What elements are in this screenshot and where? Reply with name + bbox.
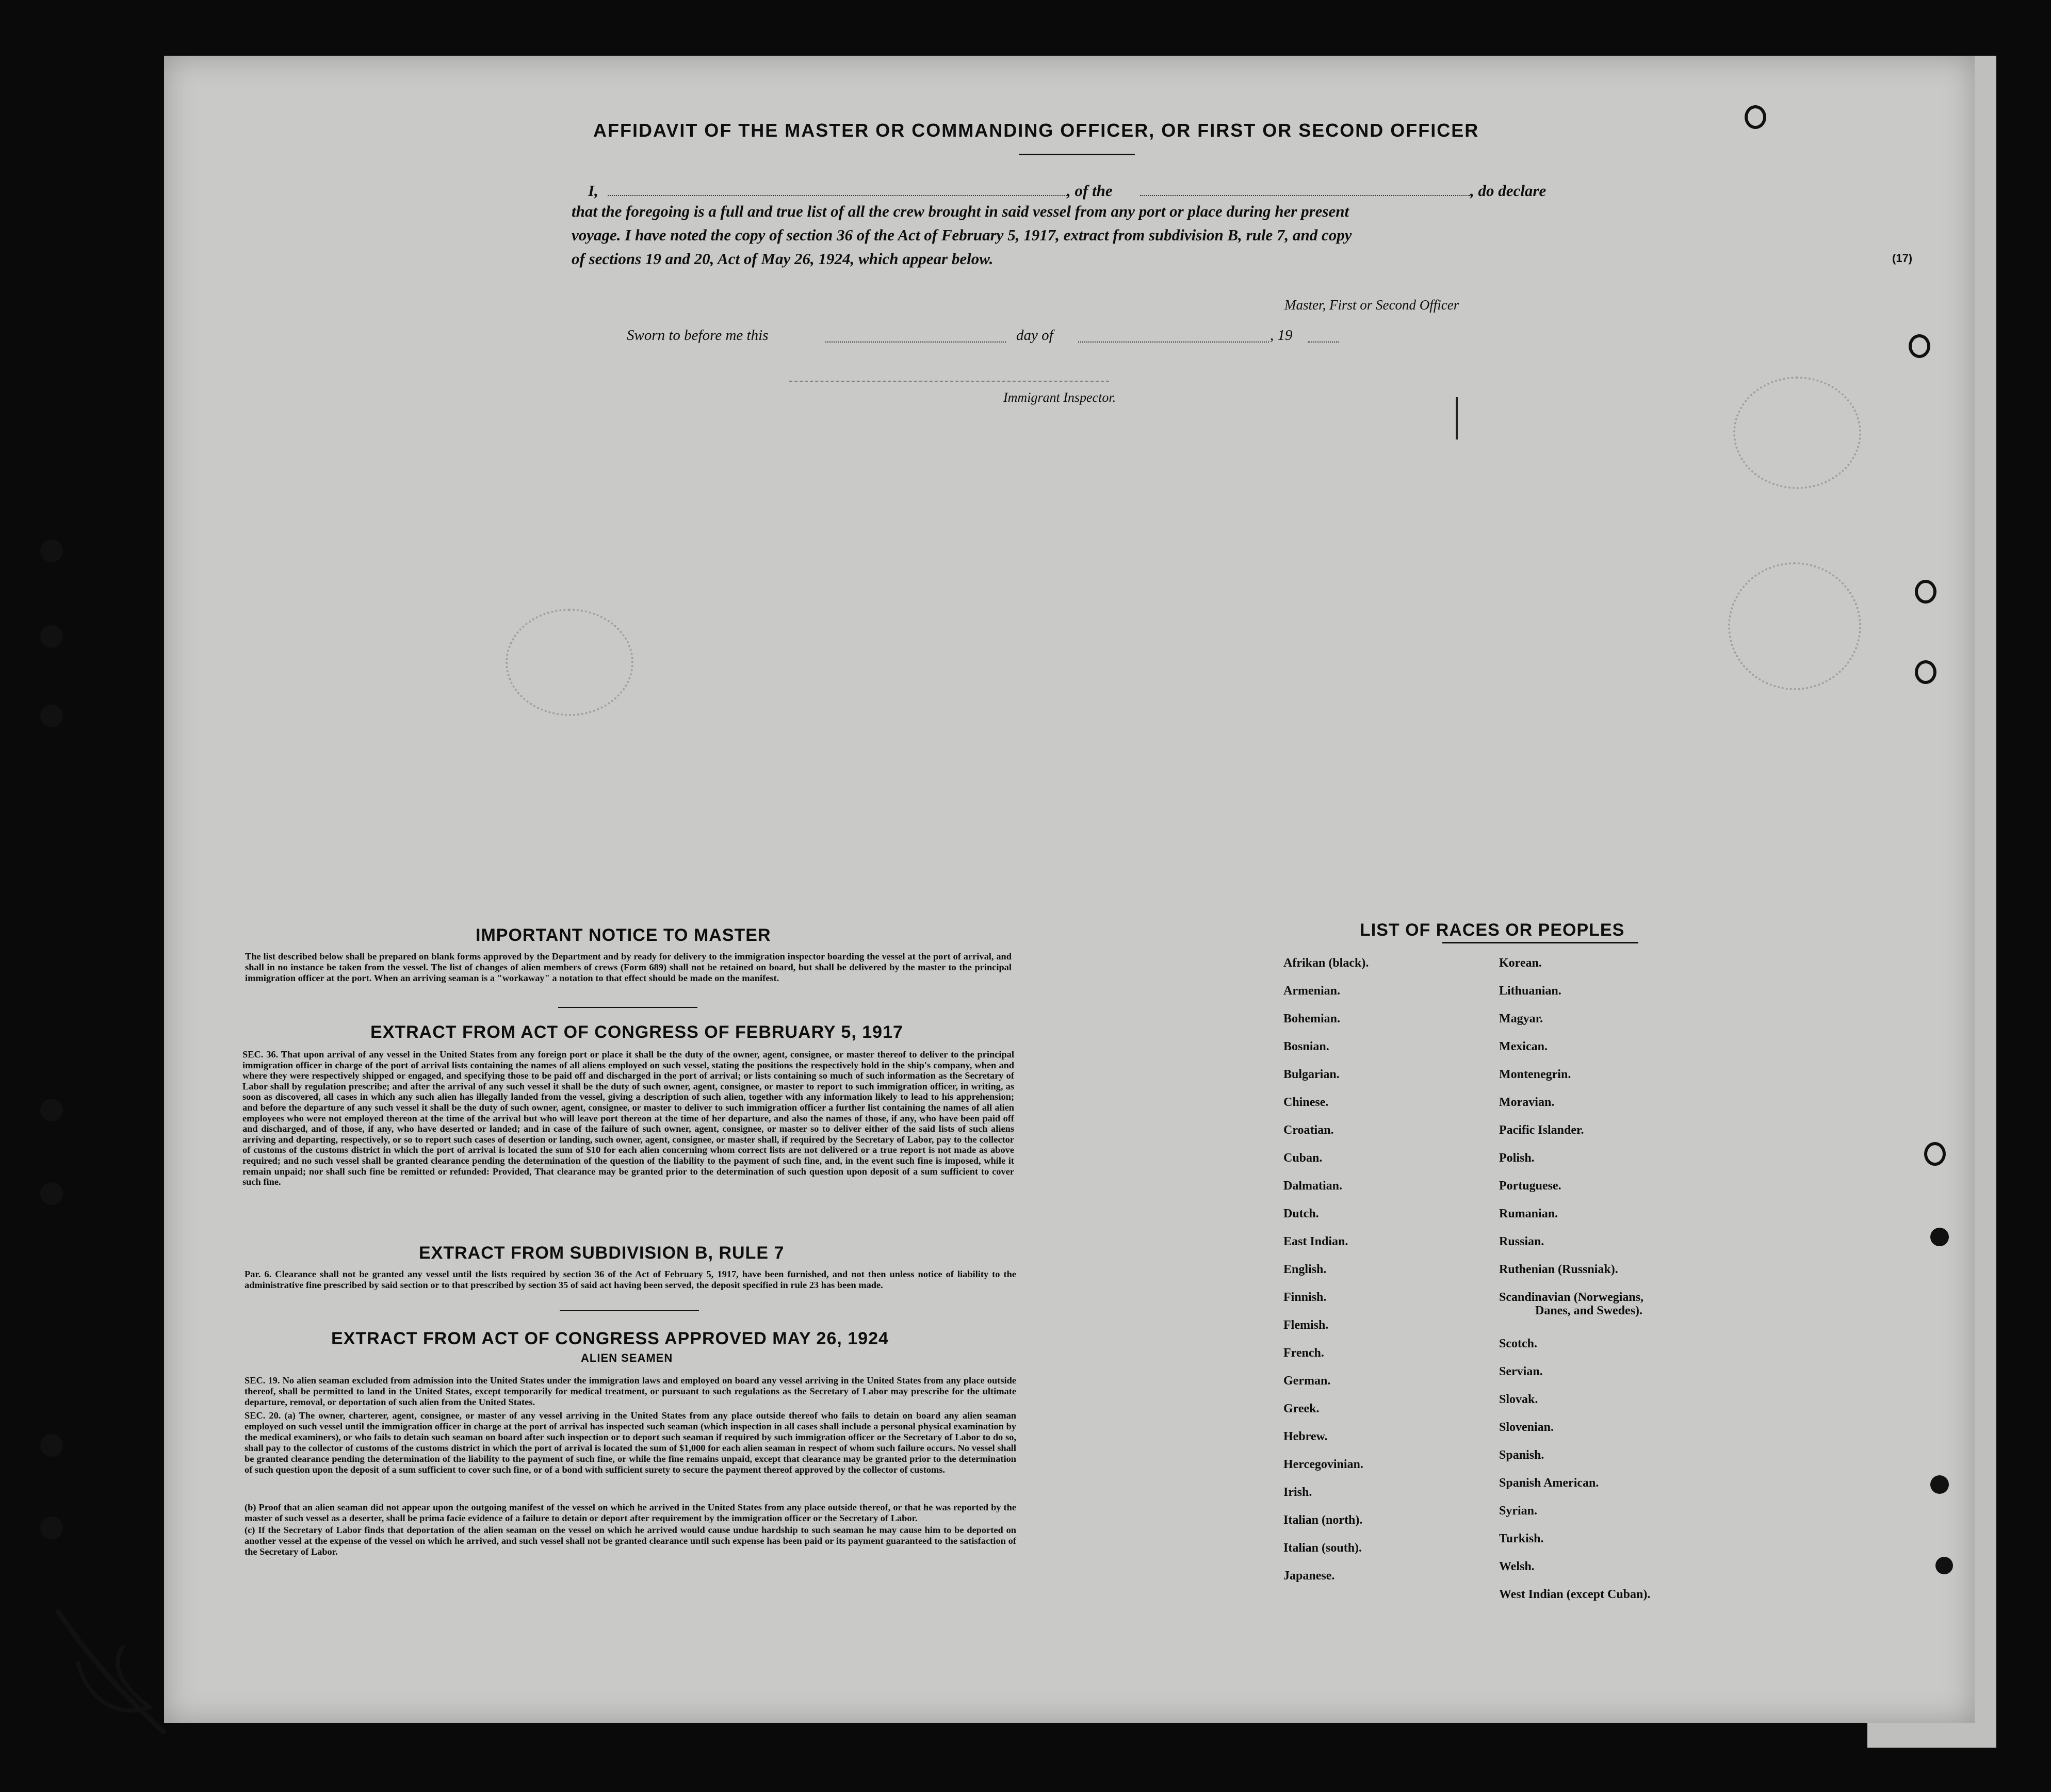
race-item: Slovak. (1499, 1393, 1538, 1406)
binder-hole (40, 1099, 63, 1121)
race-item: Italian (north). (1283, 1513, 1363, 1527)
sec-19-text: SEC. 19. No alien seaman excluded from admission into the United States under the immigration laws and employed on board any vessel arriving in the United States from any place outside thereof, shall be permitted to land in the United States, except temporarily for medical treatment, or pursuant to such regulations as the Secretary of Labor may prescribe for the ultimate departure, removal, or deportation of such alien from the United States. (245, 1375, 1016, 1407)
race-item: Korean. (1499, 956, 1542, 970)
ring-hole (1745, 105, 1766, 129)
race-item: Italian (south). (1283, 1541, 1362, 1555)
race-item: Turkish. (1499, 1532, 1544, 1545)
sworn-day-line (825, 341, 1006, 343)
binder-hole (1935, 1557, 1953, 1574)
year-line (1308, 341, 1339, 343)
affidavit-line-3: voyage. I have noted the copy of section 36 of the Act of February 5, 1917, extract from subdivision B, rule 7, and copy (572, 226, 1352, 244)
race-item: Irish. (1283, 1486, 1312, 1499)
race-item: Bulgarian. (1283, 1068, 1340, 1081)
race-item: Mexican. (1499, 1040, 1548, 1053)
notice-heading: IMPORTANT NOTICE TO MASTER (476, 925, 771, 945)
affidavit-of-the: , of the (1067, 182, 1113, 200)
affidavit-line-4: of sections 19 and 20, Act of May 26, 1924, which appear below. (572, 250, 994, 268)
year-text: , 19 (1270, 327, 1293, 344)
race-item: Cuban. (1283, 1151, 1323, 1165)
race-item: Bosnian. (1283, 1040, 1329, 1053)
inspector-label: Immigrant Inspector. (1003, 390, 1116, 405)
race-item: Rumanian. (1499, 1207, 1558, 1220)
faint-stamp (1733, 377, 1861, 489)
race-item: Pacific Islander. (1499, 1123, 1584, 1137)
race-item: Flemish. (1283, 1318, 1329, 1332)
ring-hole (1909, 334, 1930, 358)
ring-hole (1924, 1142, 1946, 1166)
sec-20c-text: (c) If the Secretary of Labor finds that deportation of the alien seaman on the vessel on which he arrived would cause undue hardship to such seaman he may cause him to be deported on another vessel at the expense of the vessel on which he arrived, and such vessel shall not be granted clearance until such expense has been paid or its payment guaranteed to the satisfaction of the Secretary of Labor. (245, 1525, 1016, 1557)
race-item: Syrian. (1499, 1504, 1538, 1518)
race-item: English. (1283, 1263, 1327, 1276)
binder-hole (40, 625, 63, 648)
sworn-month-line (1078, 341, 1269, 343)
race-item: West Indian (except Cuban). (1499, 1588, 1651, 1601)
sec-20a-text: SEC. 20. (a) The owner, charterer, agent, consignee, or master of any vessel arriving in the United States from any place outside thereof who fails to detain on board any alien seaman employed on such vessel until the immigration officer in charge at the port of arrival has inspected such seaman (which inspection in all cases shall include a personal physical examination by the medical examiners), or who fails to detain such seaman on board after such inspection or to deport such seaman if required by such immigration officer or the Secretary of Labor to do so, shall pay to the collector of customs of the customs district in which the port of arrival is located the sum of $1,000 for each alien seaman in respect of whom such failure occurs. No vessel shall be granted clearance pending the determination of the liability to the payment of such fine, or while the fine remains unpaid, except that clearance may be granted prior to the determination of such question upon the deposit of a sum sufficient to cover such fine, or of a bond with sufficient surety to secure the payment thereof approved by the collector of customs. (245, 1410, 1016, 1475)
title-rule (1019, 154, 1135, 155)
affidavit-title: AFFIDAVIT OF THE MASTER OR COMMANDING OFFICER, OR FIRST OR SECOND OFFICER (593, 120, 1479, 141)
race-item: Portuguese. (1499, 1179, 1561, 1193)
race-item: Magyar. (1499, 1012, 1543, 1025)
race-item: Spanish. (1499, 1448, 1544, 1462)
binder-hole (1930, 1475, 1949, 1494)
race-item: French. (1283, 1346, 1324, 1360)
section-rule (560, 1310, 699, 1311)
race-item: Scandinavian (Norwegians, (1499, 1291, 1644, 1304)
race-item: Dalmatian. (1283, 1179, 1342, 1193)
binder-hole (40, 705, 63, 727)
race-item: Montenegrin. (1499, 1068, 1571, 1081)
binder-hole (1930, 1228, 1949, 1246)
race-item: Afrikan (black). (1283, 956, 1369, 970)
inspector-signature-line (789, 381, 1109, 382)
vessel-line (1140, 195, 1470, 196)
subdivision-b-heading: EXTRACT FROM SUBDIVISION B, RULE 7 (419, 1243, 785, 1263)
race-item: Croatian. (1283, 1123, 1334, 1137)
race-item: Dutch. (1283, 1207, 1319, 1220)
extract-1924-heading: EXTRACT FROM ACT OF CONGRESS APPROVED MAY 26, 1924 (331, 1329, 889, 1348)
notice-text: The list described below shall be prepared on blank forms approved by the Department and by ready for delivery to the immigration inspector boarding the vessel at the port of arrival, and shall in no instance be taken from the vessel. The list of changes of alien members of crews (Form 689) shall not be retained on board, but shall be delivered by the master to the principal immigration officer at the port. When an arriving seaman is a "workaway" a notation to that effect should be made on the manifest. (245, 951, 1012, 983)
race-item: Bohemian. (1283, 1012, 1341, 1025)
ring-hole (1915, 580, 1936, 604)
race-item: Slovenian. (1499, 1421, 1554, 1434)
faint-stamp (1728, 562, 1861, 690)
race-item: Hebrew. (1283, 1430, 1328, 1443)
faint-stamp (506, 609, 633, 716)
ring-hole (1915, 660, 1936, 684)
pen-mark (1456, 397, 1458, 439)
affidavit-declare: , do declare (1470, 182, 1547, 200)
affidavit-i: I, (588, 182, 598, 200)
race-item: Polish. (1499, 1151, 1535, 1165)
section-rule (558, 1007, 697, 1008)
races-heading-underline (1442, 942, 1638, 943)
race-item: Servian. (1499, 1365, 1543, 1378)
name-line (608, 195, 1067, 196)
binder-hole (40, 1517, 63, 1539)
race-item: Armenian. (1283, 984, 1340, 998)
page-number: (17) (1892, 252, 1913, 265)
races-heading: LIST OF RACES OR PEOPLES (1360, 920, 1625, 940)
race-item: Russian. (1499, 1235, 1544, 1248)
race-item: Lithuanian. (1499, 984, 1561, 998)
race-item: Scotch. (1499, 1337, 1537, 1350)
sworn-text: Sworn to before me this (627, 327, 769, 344)
race-item: Welsh. (1499, 1560, 1535, 1573)
extract-1917-text: SEC. 36. That upon arrival of any vessel in the United States from any foreign port or place it shall be the duty of the owner, agent, consignee, or master thereof to deliver to the principal immigration officer in charge of the port of arrival lists containing the names of all aliens employed on such vessel, stating the positions the respectively hold in the ship's company, when and where they were respectively shipped or engaged, and specifying those to be paid off and discharged in the port of arrival; or lists containing so much of such information as the Secretary of Labor shall by regulation prescribe; and after the arrival of any such vessel it shall be the duty of such owner, agent, consignee, or master to report to such immigration officer, in writing, as soon as discovered, all cases in which any such alien has illegally landed from the vessel, giving a description of such alien, together with any information likely to lead to his apprehension; and before the departure of any such vessel it shall be the duty of such owner, agent, consignee, or master to deliver to such immigration officer a further list containing the names of all alien employees who were not employed thereon at the time of the arrival but who will leave port thereon at the time of her departure, and also the names of those, if any, who have been paid off and discharged, and of those, if any, who have deserted or landed; and in case of the failure of such owner, agent, consignee, or master so to deliver either of the said lists of such aliens arriving and departing, respectively, or so to report such cases of desertion or landing, such owner, agent, consignee, or master shall, if required by the Secretary of Labor, pay to the collector of customs of the customs district in which the port of arrival is located the sum of $10 for each alien concerning whom correct lists are not delivered or a true report is not made as above required; and no such vessel shall be granted clearance pending the determination of the question of the liability to the payment of such fine, and, in the event such fine is imposed, while it remain unpaid; nor shall such fine be remitted or refunded: Provided, That clearance may be granted prior to the determination of such question upon deposit of a sum sufficient to cover such fine. (242, 1049, 1014, 1187)
sec-20b-text: (b) Proof that an alien seaman did not appear upon the outgoing manifest of the vessel on which he arrived in the United States from any place outside thereof, or that he was reported by the master of such vessel as a deserter, shall be prima facie evidence of a failure to detain or deport after requirement by the immigration officer or the Secretary of Labor. (245, 1502, 1016, 1523)
race-item: East Indian. (1283, 1235, 1348, 1248)
subdivision-b-text: Par. 6. Clearance shall not be granted any vessel until the lists required by section 36 of the Act of February 5, 1917, have been furnished, and not then unless notice of liability to the administrative fine prescribed by said section or to that prescribed by section 35 of said act having been served, the deposit specified in rule 23 has been made. (245, 1269, 1016, 1290)
extract-1917-heading: EXTRACT FROM ACT OF CONGRESS OF FEBRUARY 5, 1917 (370, 1022, 903, 1042)
officer-label: Master, First or Second Officer (1284, 297, 1459, 313)
affidavit-line-2: that the foregoing is a full and true list of all the crew brought in said vessel from any port or place during her present (572, 202, 1349, 220)
alien-seamen-subheading: ALIEN SEAMEN (581, 1351, 673, 1364)
binder-hole (40, 1182, 63, 1205)
race-item: German. (1283, 1374, 1331, 1388)
race-item: Hercegovinian. (1283, 1458, 1363, 1471)
race-item: Japanese. (1283, 1569, 1335, 1583)
binder-hole (40, 1434, 63, 1457)
handwritten-mark (46, 1599, 191, 1744)
day-of-text: day of (1016, 327, 1053, 344)
race-item: Finnish. (1283, 1291, 1327, 1304)
binder-hole (40, 540, 63, 562)
race-item: Chinese. (1283, 1096, 1329, 1109)
race-item: Spanish American. (1499, 1476, 1599, 1490)
race-item: Greek. (1283, 1402, 1320, 1415)
race-item: Moravian. (1499, 1096, 1555, 1109)
race-item: Danes, and Swedes). (1535, 1304, 1643, 1317)
race-item: Ruthenian (Russniak). (1499, 1263, 1618, 1276)
